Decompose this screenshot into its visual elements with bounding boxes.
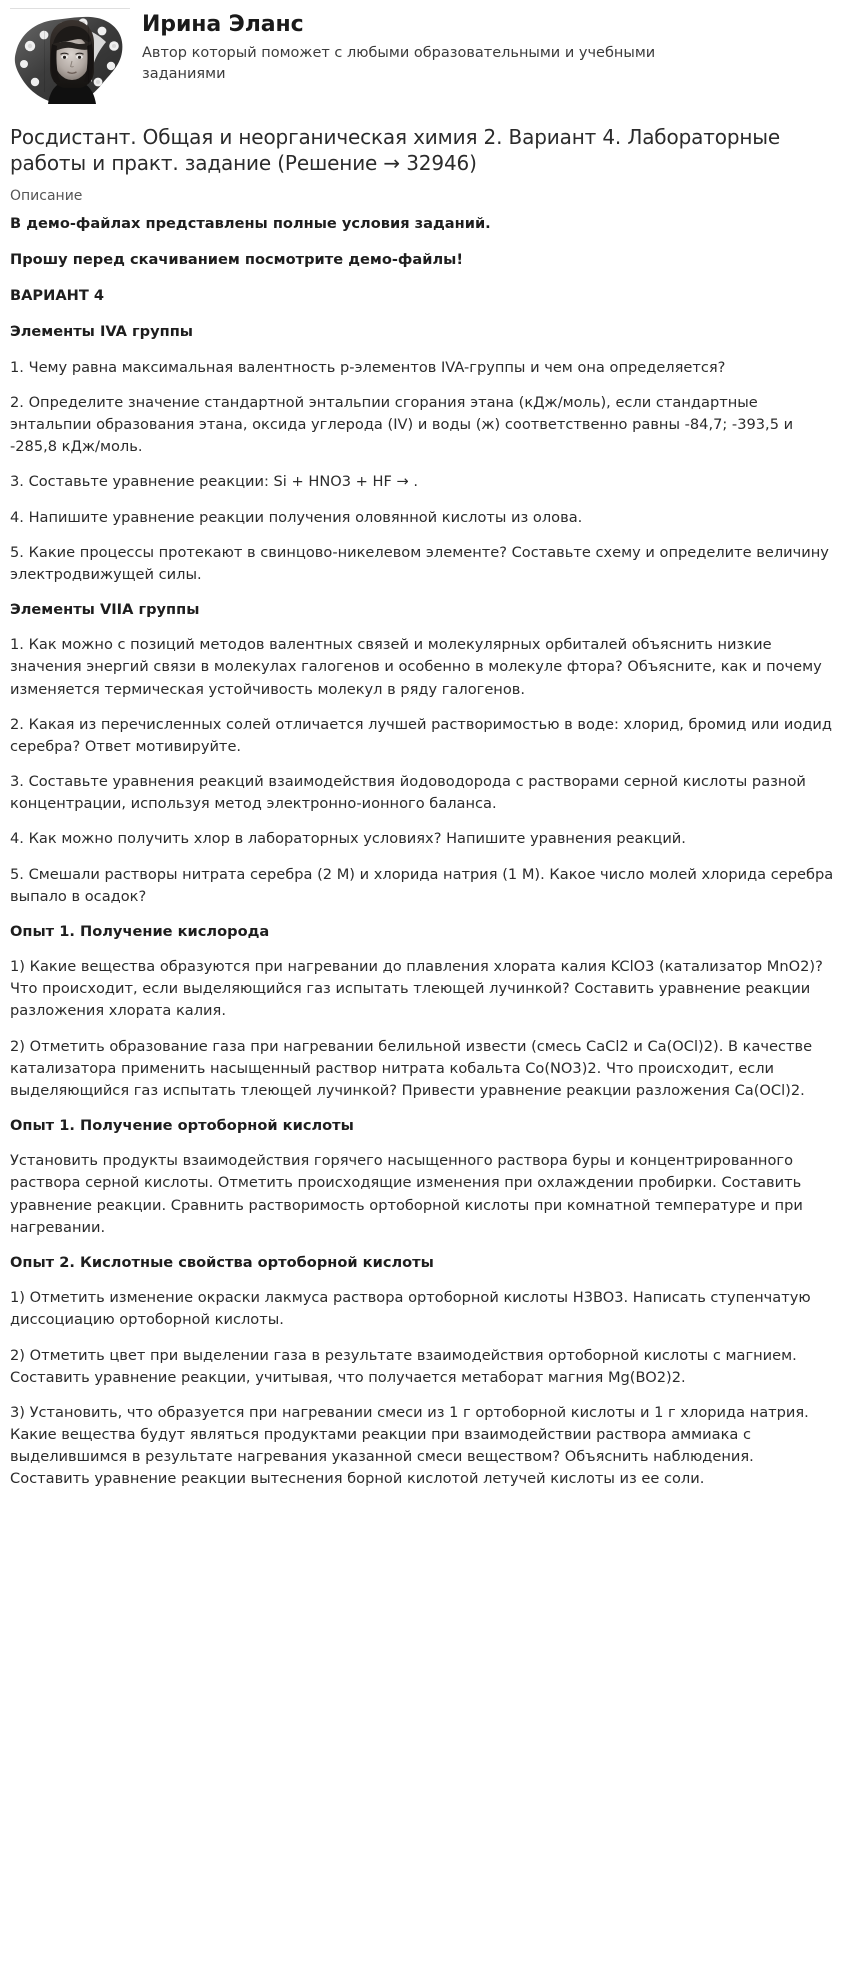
content-paragraph: 3) Установить, что образуется при нагревании смеси из 1 г ортоборной кислоты и 1 г хлорида натрия. Какие вещества будут являться продуктами реакции при взаимодействии раствора аммиака с выделившимся в результате нагревания указанной смеси веществом? Объяснить наблюдения. Составить уравнение реакции вытеснения борной кислотой летучей кислоты из ее соли. [10,1403,809,1488]
content-paragraph: ВАРИАНТ 4 [10,287,105,305]
author-name: Ирина Эланс [142,12,304,37]
content-paragraph: 1. Чему равна максимальная валентность p-элементов IVA-группы и чем она определяется? [10,358,726,376]
content-heading: Опыт 1. Получение кислорода [10,922,270,940]
content-paragraph: 1) Отметить изменение окраски лакмуса раствора ортоборной кислоты H3BO3. Написать ступенчатую диссоциацию ортоборной кислоты. [10,1289,811,1329]
content-paragraph: 2. Определите значение стандартной энтальпии сгорания этана (кДж/моль), если стандартные энтальпии образования этана, оксида углерода (IV) и воды (ж) соответственно равны -84,7; -393,5 и -285,8 кДж/моль. [10,393,794,456]
description-label: Описание [10,187,83,204]
content-heading: Опыт 2. Кислотные свойства ортоборной кислоты [10,1253,434,1271]
content-heading: Элементы IVA группы [10,323,193,341]
content-heading: Опыт 1. Получение ортоборной кислоты [10,1117,354,1135]
content-paragraph: Установить продукты взаимодействия горячего насыщенного раствора буры и концентрированного раствора серной кислоты. Отметить происходящие изменения при охлаждении пробирки. Составить уравнение реакции. Сравнить растворимость ортоборной кислоты при комнатной температуре и при нагревании. [10,1152,803,1236]
content-paragraph: 4. Как можно получить хлор в лабораторных условиях? Напишите уравнения реакций. [10,830,686,848]
content-paragraph: 3. Составьте уравнения реакций взаимодействия йодоводорода с растворами серной кислоты разной концентрации, используя метод электронно-ионного баланса. [10,773,806,813]
author-tagline: Автор который поможет с любыми образовательными и учебными заданиями [142,45,656,83]
content-paragraph: В демо-файлах представлены полные условия заданий. [10,214,491,232]
author-header [10,8,837,106]
content-paragraph: 5. Смешали растворы нитрата серебра (2 М) и хлорида натрия (1 М). Какое число молей хлорида серебра выпало в осадок? [10,865,834,905]
description-body [10,213,837,1491]
content-paragraph: 3. Составьте уравнение реакции: Si + HNO3 + HF → . [10,473,419,491]
content-paragraph: 2. Какая из перечисленных солей отличается лучшей растворимостью в воде: хлорид, бромид или иодид серебра? Ответ мотивируйте. [10,715,832,755]
content-paragraph: 2) Отметить цвет при выделении газа в результате взаимодействия ортоборной кислоты с магнием. Составить уравнение реакции, учитывая, что получается метаборат магния Mg(BO2)2. [10,1346,797,1386]
content-heading: Элементы VIIA группы [10,601,200,619]
content-paragraph: Прошу перед скачиванием посмотрите демо-файлы! [10,251,463,269]
author-avatar-photo [10,8,130,106]
page-title: Росдистант. Общая и неорганическая химия 2. Вариант 4. Лабораторные работы и практ. задание (Решение → 32946) [10,125,781,176]
content-paragraph: 4. Напишите уравнение реакции получения оловянной кислоты из олова. [10,508,583,526]
content-paragraph: 1. Как можно с позиций методов валентных связей и молекулярных орбиталей объяснить низкие значения энергий связи в молекулах галогенов и особенно в молекуле фтора? Объясните, как и почему изменяется термическая устойчивость молекул в ряду галогенов. [10,636,822,698]
content-paragraph: 5. Какие процессы протекают в свинцово-никелевом элементе? Составьте схему и определите величину электродвижущей силы. [10,543,829,583]
content-paragraph: 1) Какие вещества образуются при нагревании до плавления хлората калия KClO3 (катализатор MnO2)? Что происходит, если выделяющийся газ испытать тлеющей лучинкой? Составить уравнение реакции разложения хлората калия. [10,958,823,1020]
author-info [142,8,672,85]
content-paragraph: 2) Отметить образование газа при нагревании белильной извести (смесь CaCl2 и Ca(OCl)2). В качестве катализатора применить насыщенный раствор нитрата кобальта Co(NO3)2. Что происходит, если выделяющийся газ испытать тлеющей лучинкой? Привести уравнение реакции разложения Ca(OCl)2. [10,1037,813,1099]
